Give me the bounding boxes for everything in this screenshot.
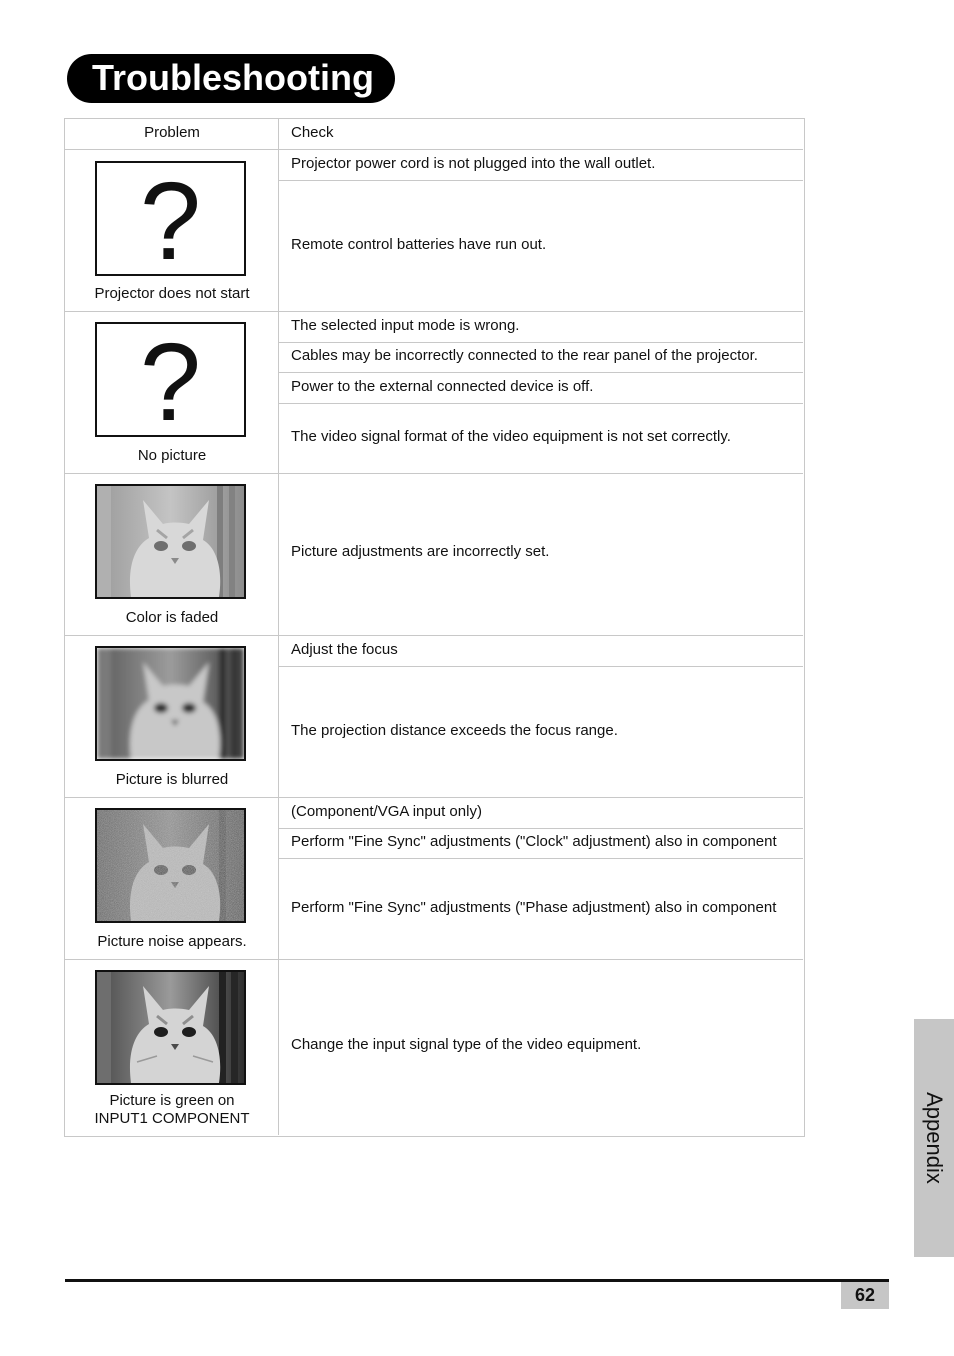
column-divider [278, 119, 279, 1135]
problem-label: Color is faded [125, 609, 219, 626]
row-separator [65, 149, 803, 150]
problem-image-no-start [95, 161, 246, 276]
cat-photo-noisy [97, 810, 244, 921]
page-title-banner [67, 54, 395, 103]
check-text: Projector power cord is not plugged into the wall outlet. [291, 155, 656, 172]
check-text: (Component/VGA input only) [291, 803, 482, 820]
cat-photo-green [97, 972, 244, 1083]
check-separator [279, 403, 803, 404]
check-text: Cables may be incorrectly connected to the rear panel of the projector. [291, 347, 758, 364]
check-separator [279, 180, 803, 181]
cat-photo-blurred [97, 648, 244, 759]
footer-rule [65, 1279, 889, 1282]
problem-label-line1: Picture is green on [109, 1092, 235, 1109]
check-separator [279, 666, 803, 667]
question-mark-icon: ? [139, 161, 202, 276]
check-separator [279, 828, 803, 829]
problem-image-no-picture [95, 322, 246, 437]
check-text: Remote control batteries have run out. [291, 236, 547, 253]
page-number: 62 [841, 1282, 889, 1309]
check-text: Power to the external connected device is off. [291, 378, 594, 395]
check-text: The video signal format of the video equipment is not set correctly. [291, 428, 731, 445]
side-tab-label: Appendix [922, 1092, 947, 1184]
header-check: Check [291, 124, 334, 141]
check-text: Perform "Fine Sync" adjustments ("Clock" adjustment) also in component [291, 833, 777, 850]
problem-image-blurred [95, 646, 246, 761]
troubleshooting-table [64, 118, 805, 1137]
check-text: The selected input mode is wrong. [291, 317, 520, 334]
problem-label: No picture [137, 447, 207, 464]
problem-label-line2: INPUT1 COMPONENT [94, 1110, 250, 1127]
check-separator [279, 372, 803, 373]
row-separator [65, 635, 803, 636]
check-separator [279, 342, 803, 343]
check-text: Perform "Fine Sync" adjustments ("Phase adjustment) also in component [291, 899, 777, 916]
check-text: Change the input signal type of the video equipment. [291, 1036, 642, 1053]
row-separator [65, 311, 803, 312]
check-text: Picture adjustments are incorrectly set. [291, 543, 550, 560]
question-mark-icon: ? [139, 322, 202, 437]
check-separator [279, 858, 803, 859]
row-separator [65, 959, 803, 960]
problem-label: Projector does not start [94, 285, 250, 302]
problem-image-color-faded [95, 484, 246, 599]
row-separator [65, 473, 803, 474]
problem-image-green [95, 970, 246, 1085]
problem-image-noise [95, 808, 246, 923]
row-separator [65, 797, 803, 798]
page-title: Troubleshooting [92, 57, 374, 98]
header-problem: Problem [144, 124, 200, 141]
problem-label: Picture is blurred [115, 771, 229, 788]
problem-label: Picture noise appears. [97, 933, 247, 950]
cat-photo-faded [97, 486, 244, 597]
appendix-side-tab [914, 1019, 954, 1257]
check-text: Adjust the focus [291, 641, 398, 658]
check-text: The projection distance exceeds the focus range. [291, 722, 618, 739]
